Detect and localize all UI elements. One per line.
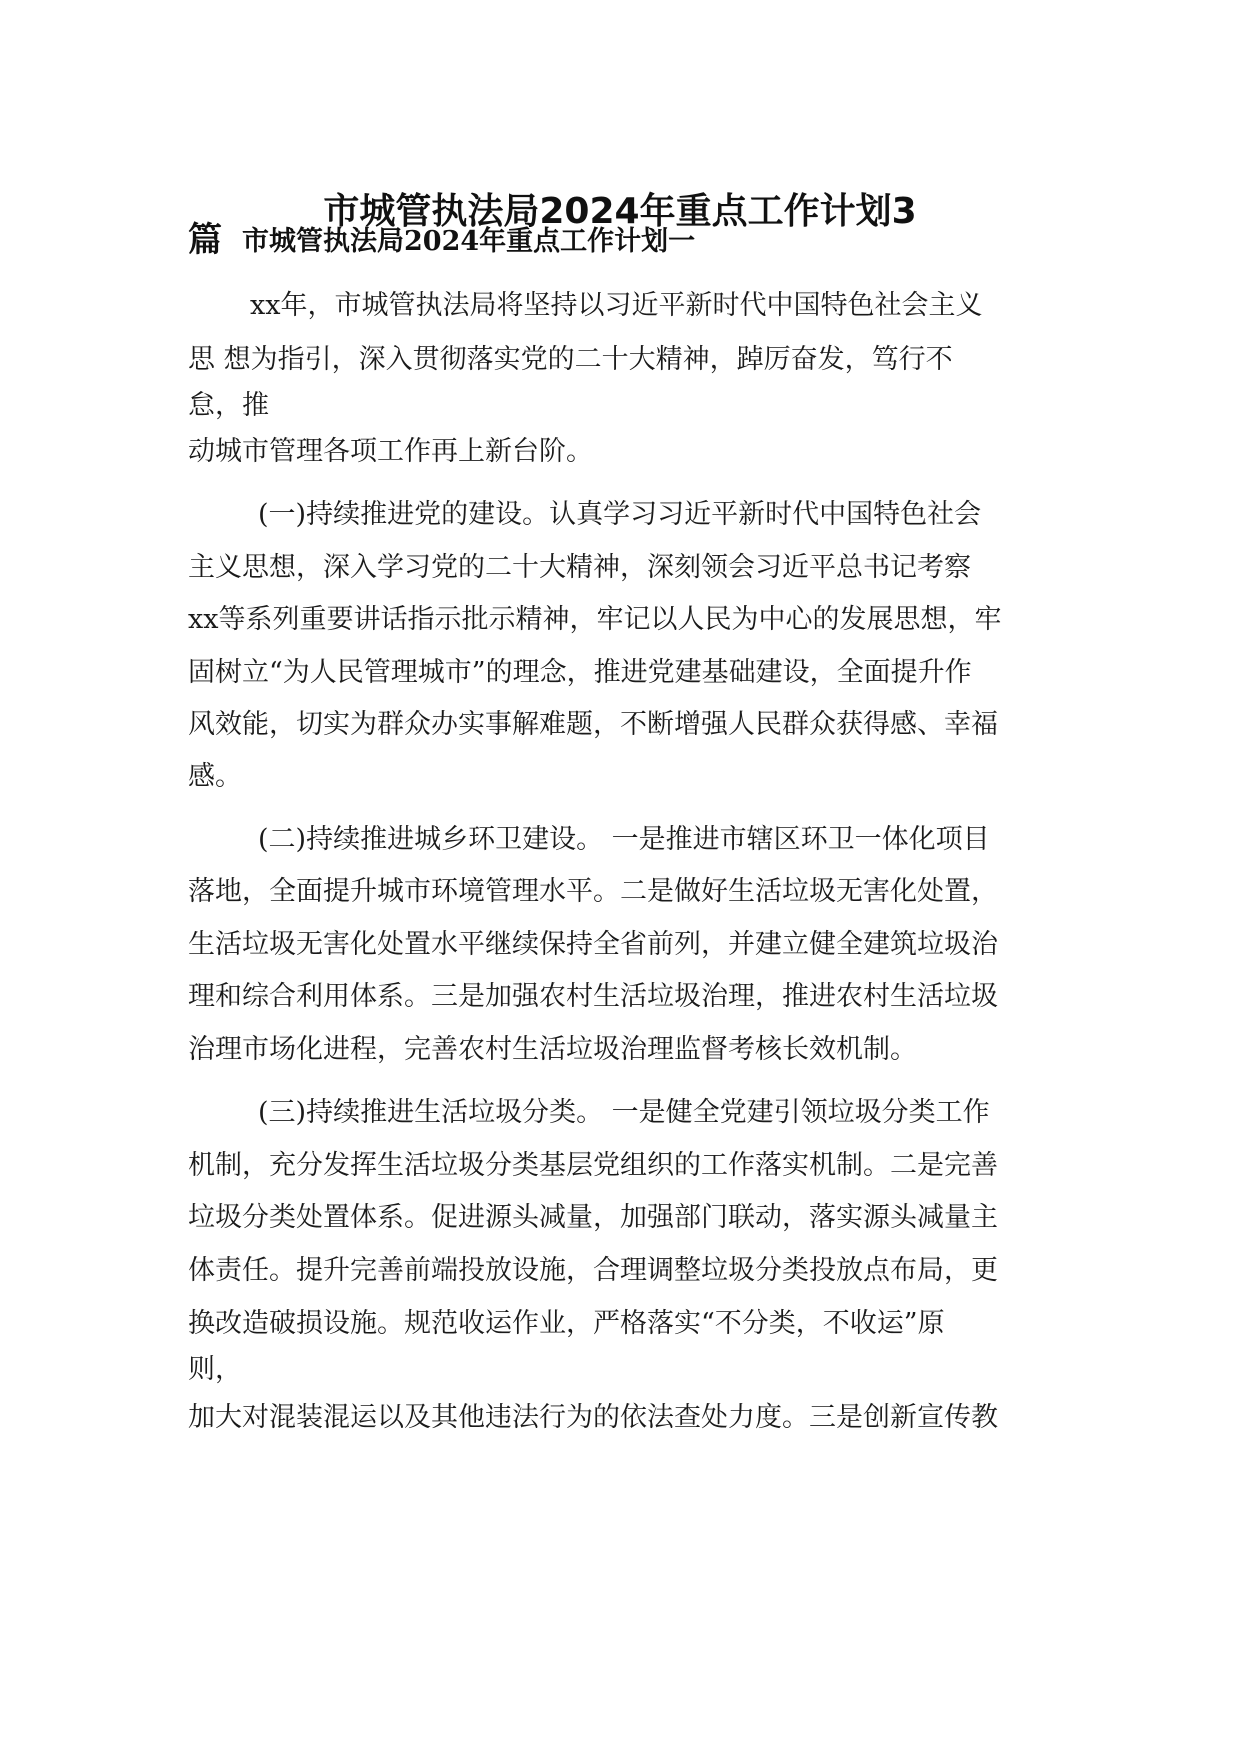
- text-line: 机制，充分发挥生活垃圾分类基层党组织的工作落实机制。二是完善: [188, 1150, 998, 1181]
- text-line: 怠，推: [188, 390, 269, 421]
- text-line: 主义思想，深入学习党的二十大精神，深刻领会习近平总书记考察: [188, 552, 971, 583]
- text-line: 垃圾分类处置体系。促进源头减量，加强部门联动，落实源头减量主: [188, 1202, 998, 1233]
- text-line: xx等系列重要讲话指示批示精神，牢记以人民为中心的发展思想，牢: [188, 604, 1002, 635]
- text-line: 则，: [188, 1354, 242, 1385]
- text-line: 落地，全面提升城市环境管理水平。二是做好生活垃圾无害化处置，: [188, 876, 998, 907]
- pian-character: 篇: [188, 220, 222, 260]
- text-line: 治理市场化进程，完善农村生活垃圾治理监督考核长效机制。: [188, 1034, 917, 1065]
- text-line: (一)持续推进党的建设。认真学习习近平新时代中国特色社会: [258, 499, 982, 530]
- text-line: 思 想为指引，深入贯彻落实党的二十大精神，踔厉奋发，笃行不: [188, 344, 953, 375]
- text-line: 加大对混装混运以及其他违法行为的依法查处力度。三是创新宣传教: [188, 1402, 998, 1433]
- section-subtitle: 市城管执法局2024年重点工作计划一: [242, 226, 696, 257]
- text-line: 动城市管理各项工作再上新台阶。: [188, 436, 593, 467]
- text-line: (二)持续推进城乡环卫建设。 一是推进市辖区环卫一体化项目: [258, 824, 990, 855]
- text-line: 体责任。提升完善前端投放设施，合理调整垃圾分类投放点布局，更: [188, 1255, 998, 1286]
- text-line: 理和综合利用体系。三是加强农村生活垃圾治理，推进农村生活垃圾: [188, 981, 998, 1012]
- text-line: 感。: [188, 761, 242, 792]
- text-line: (三)持续推进生活垃圾分类。 一是健全党建引领垃圾分类工作: [258, 1097, 990, 1128]
- text-line: 生活垃圾无害化处置水平继续保持全省前列，并建立健全建筑垃圾治: [188, 929, 998, 960]
- document-title: 市城管执法局2024年重点工作计划3: [323, 191, 917, 232]
- text-line: xx年，市城管执法局将坚持以习近平新时代中国特色社会主义: [250, 290, 983, 321]
- text-line: 风效能，切实为群众办实事解难题，不断增强人民群众获得感、幸福: [188, 709, 998, 740]
- text-line: 固树立“为人民管理城市”的理念，推进党建基础建设，全面提升作: [188, 657, 972, 688]
- text-line: 换改造破损设施。规范收运作业，严格落实“不分类，不收运”原: [188, 1308, 945, 1339]
